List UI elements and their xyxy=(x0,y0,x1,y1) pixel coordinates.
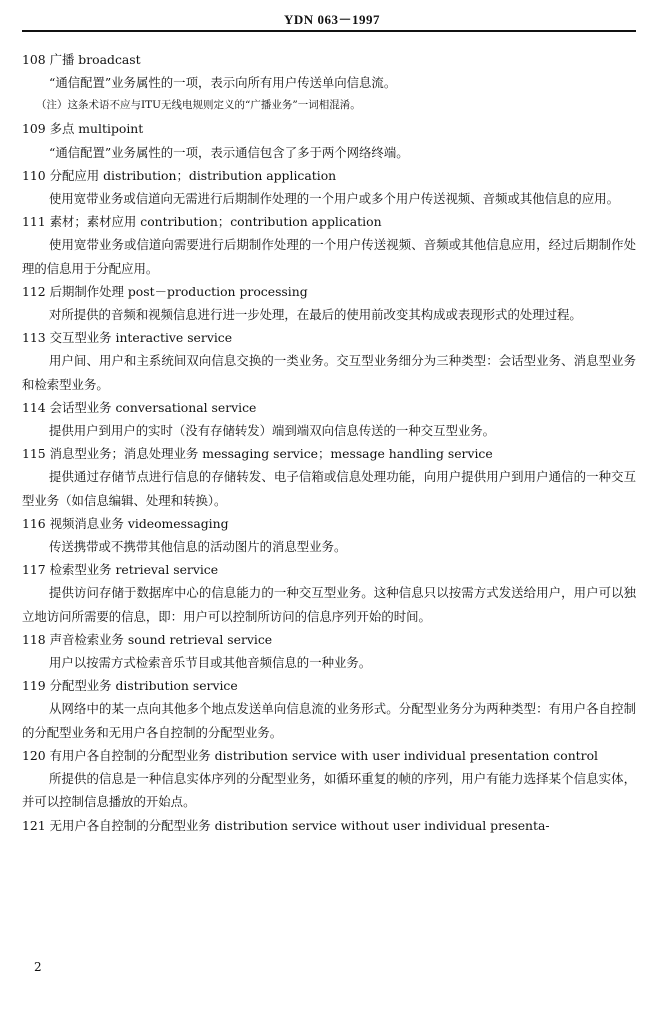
term-entry xyxy=(22,210,636,280)
term-entry xyxy=(22,558,636,628)
term-entry xyxy=(22,628,636,674)
page-header: YDN 063－1997 xyxy=(284,12,380,27)
page-number: 2 xyxy=(34,960,42,974)
term-definition: 用户间、用户和主系统间双向信息交换的一类业务。交互型业务细分为三种类型：会话型业务、消息型业务和检索型业务。 xyxy=(22,353,636,392)
term-definition: 使用宽带业务或信道向需要进行后期制作处理的一个用户传送视频、音频或其他信息应用，经过后期制作处理的信息用于分配应用。 xyxy=(22,237,636,276)
document-body xyxy=(22,48,636,837)
term-definition: 提供用户到用户的实时（没有存储转发）端到端双向信息传送的一种交互型业务。 xyxy=(49,423,496,439)
term-heading: 113 交互型业务 interactive service xyxy=(22,330,233,346)
term-entry xyxy=(22,164,636,210)
term-note: （注）这条术语不应与ITU无线电规则定义的“广播业务”一词相混淆。 xyxy=(36,99,361,112)
term-entry xyxy=(22,48,636,117)
term-heading: 108 广播 broadcast xyxy=(22,52,141,67)
term-heading: 121 无用户各自控制的分配型业务 distribution service without user individual presenta- xyxy=(22,817,550,833)
term-definition: “通信配置”业务属性的一项，表示向所有用户传送单向信息流。 xyxy=(49,75,397,91)
term-heading: 111 素材；素材应用 contribution；contribution application xyxy=(22,214,382,230)
term-heading: 109 多点 multipoint xyxy=(22,121,144,137)
term-heading: 112 后期制作处理 post－production processing xyxy=(22,283,308,299)
term-definition: 对所提供的音频和视频信息进行进一步处理，在最后的使用前改变其构成或表现形式的处理过程。 xyxy=(49,307,582,323)
term-entry xyxy=(22,326,636,396)
term-definition: 使用宽带业务或信道向无需进行后期制作处理的一个用户或多个用户传送视频、音频或其他信息的应用。 xyxy=(49,191,619,207)
term-heading: 114 会话型业务 conversational service xyxy=(22,399,257,415)
header-rule xyxy=(22,30,636,32)
term-entry xyxy=(22,744,636,814)
term-heading: 119 分配型业务 distribution service xyxy=(22,678,238,694)
term-definition: 从网络中的某一点向其他多个地点发送单向信息流的业务形式。分配型业务分为两种类型：有用户各自控制的分配型业务和无用户各自控制的分配型业务。 xyxy=(22,701,636,740)
term-heading: 110 分配应用 distribution；distribution application xyxy=(22,167,337,183)
term-definition: 提供通过存储节点进行信息的存储转发、电子信箱或信息处理功能，向用户提供用户到用户通信的一种交互型业务（如信息编辑、处理和转换）。 xyxy=(22,469,636,508)
term-entry xyxy=(22,396,636,442)
term-entry xyxy=(22,442,636,512)
term-heading: 120 有用户各自控制的分配型业务 distribution service with user individual presentation control xyxy=(22,747,598,763)
term-entry xyxy=(22,280,636,326)
term-entry xyxy=(22,117,636,163)
term-definition: 用户以按需方式检索音乐节目或其他音频信息的一种业务。 xyxy=(49,655,372,671)
term-entry xyxy=(22,512,636,558)
term-heading: 116 视频消息业务 videomessaging xyxy=(22,515,229,531)
term-heading: 118 声音检索业务 sound retrieval service xyxy=(22,631,273,647)
term-heading: 115 消息型业务；消息处理业务 messaging service；message handling service xyxy=(22,446,493,462)
term-entry xyxy=(22,674,636,744)
term-definition: “通信配置”业务属性的一项，表示通信包含了多于两个网络终端。 xyxy=(49,144,409,160)
term-heading: 117 检索型业务 retrieval service xyxy=(22,562,219,578)
term-definition: 提供访问存储于数据库中心的信息能力的一种交互型业务。这种信息只以按需方式发送给用户，用户可以独立地访问所需要的信息，即：用户可以控制所访问的信息序列开始的时间。 xyxy=(22,585,636,624)
term-definition: 所提供的信息是一种信息实体序列的分配型业务，如循环重复的帧的序列，用户有能力选择某个信息实体，并可以控制信息播放的开始点。 xyxy=(22,771,636,810)
term-entry xyxy=(22,814,636,837)
term-definition: 传送携带或不携带其他信息的活动图片的消息型业务。 xyxy=(49,539,347,555)
